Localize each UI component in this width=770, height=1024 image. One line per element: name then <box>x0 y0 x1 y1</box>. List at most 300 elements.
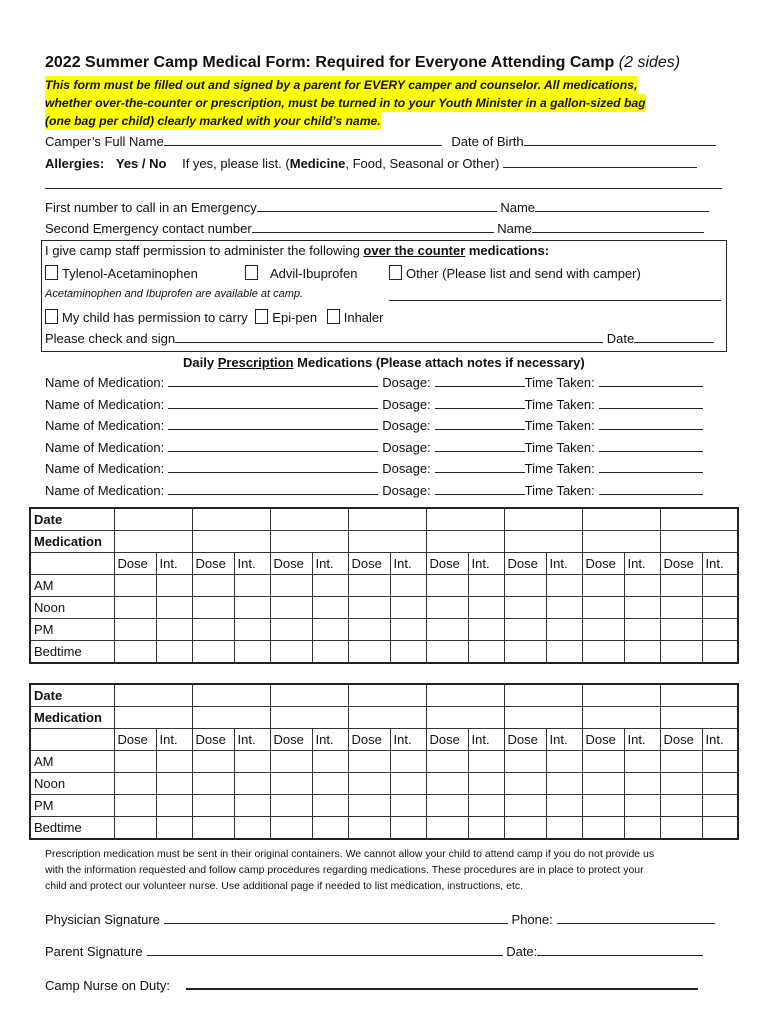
grid-medication-cell[interactable] <box>582 707 660 729</box>
otc-intro-bold: over the counter <box>363 243 466 258</box>
medication-name-field[interactable] <box>168 439 378 452</box>
time-taken-label: Time Taken: <box>524 483 595 498</box>
daily-heading <box>183 355 585 370</box>
otc-advil[interactable] <box>245 265 357 281</box>
grid-int-header: Int. <box>702 729 738 751</box>
grid-entry-cell[interactable] <box>348 575 390 597</box>
medication-row <box>45 374 703 390</box>
grid-entry-cell[interactable] <box>504 795 546 817</box>
grid-entry-cell[interactable] <box>504 619 546 641</box>
grid-entry-cell[interactable] <box>156 641 192 664</box>
grid-entry-cell[interactable] <box>270 751 312 773</box>
grid-medication-cell[interactable] <box>192 531 270 553</box>
grid-entry-cell[interactable] <box>348 817 390 840</box>
grid-medication-cell[interactable] <box>114 531 192 553</box>
grid-entry-cell[interactable] <box>192 641 234 664</box>
parent-signature-field[interactable] <box>147 943 503 956</box>
grid-date-cell[interactable] <box>504 684 582 707</box>
grid-dose-header: Dose <box>348 729 390 751</box>
grid-entry-cell[interactable] <box>312 795 348 817</box>
physician-row <box>45 911 715 927</box>
medication-grid-2 <box>29 683 739 840</box>
grid-entry-cell[interactable] <box>624 773 660 795</box>
grid-entry-cell[interactable] <box>192 773 234 795</box>
grid-date-cell[interactable] <box>270 508 348 531</box>
grid-entry-cell[interactable] <box>192 619 234 641</box>
grid-time-label: Noon <box>30 773 114 795</box>
other-label: Other (Please list and send with camper) <box>406 266 641 281</box>
carry-label: My child has permission to carry <box>62 310 248 325</box>
grid-entry-cell[interactable] <box>426 795 468 817</box>
grid-dose-header: Dose <box>660 553 702 575</box>
intro-line-2: whether over-the-counter or prescription, must be turned in to your Youth Minister in a gallon-sized bag <box>45 96 646 110</box>
grid-entry-cell[interactable] <box>270 773 312 795</box>
grid-medication-cell[interactable] <box>504 531 582 553</box>
first-call-label: First number to call in an Emergency <box>45 200 257 215</box>
allergies-medicine: Medicine <box>289 156 346 171</box>
grid-entry-cell[interactable] <box>582 773 624 795</box>
grid-entry-cell[interactable] <box>468 641 504 664</box>
grid-entry-cell[interactable] <box>114 619 156 641</box>
grid-date-cell[interactable] <box>582 508 660 531</box>
grid-entry-cell[interactable] <box>660 597 702 619</box>
grid-entry-cell[interactable] <box>156 751 192 773</box>
dob-field[interactable] <box>524 133 716 146</box>
grid-entry-cell[interactable] <box>546 575 582 597</box>
grid-medication-cell[interactable] <box>426 707 504 729</box>
grid-date-cell[interactable] <box>348 684 426 707</box>
footer-note-1: Prescription medication must be sent in their original containers. We cannot allow your child to attend camp if you do not provide us <box>45 848 655 860</box>
grid-entry-cell[interactable] <box>390 795 426 817</box>
grid-entry-cell[interactable] <box>660 619 702 641</box>
grid-entry-cell[interactable] <box>546 751 582 773</box>
grid-entry-cell[interactable] <box>348 795 390 817</box>
grid-entry-cell[interactable] <box>312 575 348 597</box>
grid-entry-cell[interactable] <box>582 795 624 817</box>
grid-entry-cell[interactable] <box>504 575 546 597</box>
nurse-field[interactable] <box>186 976 698 990</box>
first-call-field[interactable] <box>257 199 497 212</box>
grid-dose-header: Dose <box>348 553 390 575</box>
grid-entry-cell[interactable] <box>390 773 426 795</box>
allergies-yes-no[interactable]: Yes / No <box>115 156 167 171</box>
medication-name-label: Name of Medication: <box>45 418 165 434</box>
grid-entry-cell[interactable] <box>546 795 582 817</box>
grid-entry-cell[interactable] <box>312 751 348 773</box>
grid-entry-cell[interactable] <box>348 619 390 641</box>
grid-entry-cell[interactable] <box>348 641 390 664</box>
grid-entry-cell[interactable] <box>270 641 312 664</box>
grid-int-header: Int. <box>468 553 504 575</box>
grid-entry-cell[interactable] <box>702 751 738 773</box>
grid-entry-cell[interactable] <box>114 597 156 619</box>
grid-entry-cell[interactable] <box>426 751 468 773</box>
grid-entry-cell[interactable] <box>426 597 468 619</box>
grid-entry-cell[interactable] <box>468 575 504 597</box>
otc-available-note: Acetaminophen and Ibuprofen are available at camp. <box>45 288 304 300</box>
grid-entry-cell[interactable] <box>468 619 504 641</box>
grid-date-cell[interactable] <box>114 508 192 531</box>
grid-date-cell[interactable] <box>192 684 270 707</box>
grid-entry-cell[interactable] <box>468 597 504 619</box>
grid-time-label: AM <box>30 575 114 597</box>
grid-entry-cell[interactable] <box>426 773 468 795</box>
grid-time-label: PM <box>30 795 114 817</box>
time-taken-label: Time Taken: <box>524 439 595 455</box>
tylenol-label: Tylenol-Acetaminophen <box>62 266 198 281</box>
footer-note-3: child and protect our volunteer nurse. Use additional page if needed to list medication, instructions, etc. <box>45 880 524 892</box>
grid-entry-cell[interactable] <box>426 817 468 840</box>
grid-entry-cell[interactable] <box>702 641 738 664</box>
grid-time-label: Noon <box>30 597 114 619</box>
physician-signature-field[interactable] <box>164 911 508 924</box>
time-taken-field[interactable] <box>599 374 703 387</box>
footer-note-2: with the information requested and follow camp procedures regarding medications. These procedures are in place to protect your <box>45 864 644 876</box>
grid-entry-cell[interactable] <box>546 817 582 840</box>
allergies-label: Allergies: <box>45 156 105 171</box>
grid-time-label: Bedtime <box>30 817 114 840</box>
grid-int-header: Int. <box>702 553 738 575</box>
time-taken-label: Time Taken: <box>524 418 595 434</box>
grid-entry-cell[interactable] <box>270 817 312 840</box>
grid-dose-header: Dose <box>270 553 312 575</box>
grid-date-label: Date <box>30 508 114 531</box>
grid-entry-cell[interactable] <box>312 619 348 641</box>
grid-entry-cell[interactable] <box>156 597 192 619</box>
grid-entry-cell[interactable] <box>234 773 270 795</box>
grid-entry-cell[interactable] <box>390 641 426 664</box>
grid-medication-cell[interactable] <box>660 531 738 553</box>
grid-entry-cell[interactable] <box>660 575 702 597</box>
grid-entry-cell[interactable] <box>624 597 660 619</box>
grid-entry-cell[interactable] <box>348 751 390 773</box>
medication-row <box>45 482 703 498</box>
medication-name-label: Name of Medication: <box>45 375 165 390</box>
grid-int-header: Int. <box>312 729 348 751</box>
grid-date-cell[interactable] <box>426 684 504 707</box>
grid-date-cell[interactable] <box>348 508 426 531</box>
grid-date-cell[interactable] <box>270 684 348 707</box>
medication-row <box>45 396 703 412</box>
grid-entry-cell[interactable] <box>234 597 270 619</box>
dosage-label: Dosage: <box>382 483 431 498</box>
grid-entry-cell[interactable] <box>114 795 156 817</box>
grid-entry-cell[interactable] <box>234 641 270 664</box>
time-taken-label: Time Taken: <box>524 375 595 390</box>
dob-label: Date of Birth <box>451 134 524 149</box>
dosage-field[interactable] <box>435 439 525 452</box>
carry-checkbox[interactable] <box>45 309 58 324</box>
advil-checkbox[interactable] <box>245 265 258 280</box>
time-taken-label: Time Taken: <box>524 461 595 477</box>
inhaler-label: Inhaler <box>343 310 384 325</box>
medication-name-label: Name of Medication: <box>45 439 165 455</box>
grid-medication-cell[interactable] <box>114 707 192 729</box>
dosage-field[interactable] <box>435 417 525 430</box>
grid-entry-cell[interactable] <box>156 795 192 817</box>
dosage-field[interactable] <box>435 460 525 473</box>
time-taken-field[interactable] <box>599 417 703 430</box>
second-call-label: Second Emergency contact number <box>45 221 252 236</box>
allergies-row <box>45 155 697 171</box>
nurse-row <box>45 976 698 993</box>
grid-int-header: Int. <box>546 553 582 575</box>
grid-entry-cell[interactable] <box>504 773 546 795</box>
otc-intro-post: medications: <box>465 243 550 258</box>
grid-int-header: Int. <box>468 729 504 751</box>
dosage-field[interactable] <box>435 396 525 409</box>
grid-entry-cell[interactable] <box>312 597 348 619</box>
parent-date-field[interactable] <box>537 943 703 956</box>
grid-entry-cell[interactable] <box>582 575 624 597</box>
dosage-field[interactable] <box>435 374 525 387</box>
otc-other[interactable] <box>389 265 641 281</box>
grid-medication-cell[interactable] <box>192 707 270 729</box>
grid-entry-cell[interactable] <box>234 817 270 840</box>
grid-entry-cell[interactable] <box>660 773 702 795</box>
form-title <box>45 54 680 72</box>
medication-name-field[interactable] <box>168 417 378 430</box>
grid-entry-cell[interactable] <box>702 795 738 817</box>
grid-entry-cell[interactable] <box>390 751 426 773</box>
grid-medication-cell[interactable] <box>348 531 426 553</box>
grid-entry-cell[interactable] <box>702 817 738 840</box>
grid-entry-cell[interactable] <box>660 641 702 664</box>
grid-entry-cell[interactable] <box>114 641 156 664</box>
grid-entry-cell[interactable] <box>312 773 348 795</box>
grid-dose-header: Dose <box>426 553 468 575</box>
grid-entry-cell[interactable] <box>234 751 270 773</box>
grid-entry-cell[interactable] <box>348 597 390 619</box>
grid-entry-cell[interactable] <box>234 619 270 641</box>
grid-entry-cell[interactable] <box>702 619 738 641</box>
grid-entry-cell[interactable] <box>390 597 426 619</box>
grid-dose-header: Dose <box>504 553 546 575</box>
grid-entry-cell[interactable] <box>156 817 192 840</box>
grid-entry-cell[interactable] <box>702 597 738 619</box>
parent-row <box>45 943 703 959</box>
grid-date-label: Date <box>30 684 114 707</box>
grid-entry-cell[interactable] <box>582 641 624 664</box>
dosage-field[interactable] <box>435 482 525 495</box>
grid-entry-cell[interactable] <box>114 773 156 795</box>
grid-entry-cell[interactable] <box>156 773 192 795</box>
dosage-label: Dosage: <box>382 418 431 434</box>
grid-entry-cell[interactable] <box>192 795 234 817</box>
grid-entry-cell[interactable] <box>624 817 660 840</box>
grid-entry-cell[interactable] <box>270 597 312 619</box>
grid-medication-cell[interactable] <box>660 707 738 729</box>
dosage-label: Dosage: <box>382 375 431 390</box>
grid-dose-header: Dose <box>426 729 468 751</box>
otc-date-field[interactable] <box>634 330 714 343</box>
grid-medication-cell[interactable] <box>270 531 348 553</box>
medication-name-field[interactable] <box>168 374 378 387</box>
grid-entry-cell[interactable] <box>390 619 426 641</box>
grid-entry-cell[interactable] <box>192 751 234 773</box>
grid-entry-cell[interactable] <box>312 817 348 840</box>
grid-entry-cell[interactable] <box>702 773 738 795</box>
grid-int-header: Int. <box>624 729 660 751</box>
daily-heading-u: Prescription <box>217 355 294 370</box>
time-taken-field[interactable] <box>599 482 703 495</box>
grid-entry-cell[interactable] <box>468 817 504 840</box>
medication-name-field[interactable] <box>168 460 378 473</box>
parent-date-label: Date: <box>506 944 538 959</box>
grid-entry-cell[interactable] <box>504 641 546 664</box>
grid-entry-cell[interactable] <box>390 575 426 597</box>
first-name-field[interactable] <box>535 199 709 212</box>
grid-blank-cell <box>30 729 114 751</box>
grid-medication-cell[interactable] <box>270 707 348 729</box>
grid-medication-cell[interactable] <box>426 531 504 553</box>
second-call-field[interactable] <box>252 220 494 233</box>
grid-date-cell[interactable] <box>192 508 270 531</box>
grid-entry-cell[interactable] <box>270 795 312 817</box>
first-name-label: Name <box>500 200 536 215</box>
grid-entry-cell[interactable] <box>426 619 468 641</box>
grid-date-cell[interactable] <box>504 508 582 531</box>
medication-grid-1 <box>29 507 739 664</box>
grid-entry-cell[interactable] <box>624 575 660 597</box>
medication-name-field[interactable] <box>168 482 378 495</box>
grid-entry-cell[interactable] <box>702 575 738 597</box>
grid-entry-cell[interactable] <box>270 619 312 641</box>
medication-name-label: Name of Medication: <box>45 396 165 412</box>
tylenol-checkbox[interactable] <box>45 265 58 280</box>
phone-label: Phone: <box>511 912 553 927</box>
daily-heading-pre: Daily <box>183 355 218 370</box>
grid-entry-cell[interactable] <box>468 751 504 773</box>
grid-entry-cell[interactable] <box>156 575 192 597</box>
intro-line-3: (one bag per child) clearly marked with your child’s name. <box>45 114 381 128</box>
grid-medication-label: Medication <box>30 531 114 553</box>
grid-entry-cell[interactable] <box>114 817 156 840</box>
full-name-label: Camper’s Full Name <box>45 134 164 149</box>
grid-entry-cell[interactable] <box>270 575 312 597</box>
grid-entry-cell[interactable] <box>234 575 270 597</box>
grid-dose-header: Dose <box>504 729 546 751</box>
grid-entry-cell[interactable] <box>504 751 546 773</box>
allergies-field[interactable] <box>503 155 697 168</box>
grid-int-header: Int. <box>390 553 426 575</box>
time-taken-field[interactable] <box>599 460 703 473</box>
grid-int-header: Int. <box>156 729 192 751</box>
grid-entry-cell[interactable] <box>546 641 582 664</box>
medication-name-field[interactable] <box>168 396 378 409</box>
grid-entry-cell[interactable] <box>546 597 582 619</box>
title-note: (2 sides) <box>618 54 681 71</box>
grid-date-cell[interactable] <box>582 684 660 707</box>
title-text: 2022 Summer Camp Medical Form: Required for Everyone Attending Camp <box>45 54 615 71</box>
grid-entry-cell[interactable] <box>114 575 156 597</box>
otc-intro-pre: I give camp staff permission to administer the following <box>45 243 364 258</box>
grid-dose-header: Dose <box>270 729 312 751</box>
grid-entry-cell[interactable] <box>546 619 582 641</box>
grid-medication-cell[interactable] <box>348 707 426 729</box>
epipen-checkbox[interactable] <box>255 309 268 324</box>
grid-entry-cell[interactable] <box>504 817 546 840</box>
dosage-label: Dosage: <box>382 396 431 412</box>
grid-entry-cell[interactable] <box>426 575 468 597</box>
check-sign-row <box>45 330 714 346</box>
otc-date-label: Date <box>606 331 635 346</box>
grid-entry-cell[interactable] <box>624 751 660 773</box>
second-call-row <box>45 220 704 236</box>
grid-entry-cell[interactable] <box>192 817 234 840</box>
otc-signature-field[interactable] <box>175 330 603 343</box>
grid-date-cell[interactable] <box>114 684 192 707</box>
grid-date-cell[interactable] <box>426 508 504 531</box>
second-name-field[interactable] <box>532 220 704 233</box>
second-name-label: Name <box>497 221 532 236</box>
grid-entry-cell[interactable] <box>192 575 234 597</box>
epipen-label: Epi-pen <box>272 310 318 325</box>
full-name-field[interactable] <box>164 133 442 146</box>
grid-entry-cell[interactable] <box>234 795 270 817</box>
grid-int-header: Int. <box>234 729 270 751</box>
other-checkbox[interactable] <box>389 265 402 280</box>
time-taken-field[interactable] <box>599 439 703 452</box>
grid-entry-cell[interactable] <box>114 751 156 773</box>
grid-dose-header: Dose <box>192 553 234 575</box>
allergies-field-2[interactable] <box>45 188 722 189</box>
grid-entry-cell[interactable] <box>348 773 390 795</box>
grid-date-cell[interactable] <box>660 508 738 531</box>
grid-medication-cell[interactable] <box>504 707 582 729</box>
time-taken-field[interactable] <box>599 396 703 409</box>
grid-entry-cell[interactable] <box>192 597 234 619</box>
grid-entry-cell[interactable] <box>660 751 702 773</box>
grid-entry-cell[interactable] <box>312 641 348 664</box>
inhaler-checkbox[interactable] <box>327 309 340 324</box>
otc-tylenol[interactable] <box>45 265 198 281</box>
phone-field[interactable] <box>557 911 715 924</box>
nurse-label: Camp Nurse on Duty: <box>45 978 170 993</box>
grid-entry-cell[interactable] <box>156 619 192 641</box>
grid-time-label: Bedtime <box>30 641 114 664</box>
grid-medication-label: Medication <box>30 707 114 729</box>
grid-entry-cell[interactable] <box>468 773 504 795</box>
grid-entry-cell[interactable] <box>504 597 546 619</box>
grid-dose-header: Dose <box>114 553 156 575</box>
grid-entry-cell[interactable] <box>582 817 624 840</box>
grid-dose-header: Dose <box>582 553 624 575</box>
grid-entry-cell[interactable] <box>660 795 702 817</box>
parent-label: Parent Signature <box>45 944 143 959</box>
grid-entry-cell[interactable] <box>546 773 582 795</box>
grid-blank-cell <box>30 553 114 575</box>
grid-entry-cell[interactable] <box>390 817 426 840</box>
other-field[interactable] <box>389 300 721 301</box>
grid-medication-cell[interactable] <box>582 531 660 553</box>
daily-heading-post: Medications (Please attach notes if necessary) <box>293 355 585 370</box>
grid-entry-cell[interactable] <box>468 795 504 817</box>
grid-entry-cell[interactable] <box>624 795 660 817</box>
medication-row <box>45 439 703 455</box>
allergies-list-pre: If yes, please list. ( <box>182 156 290 171</box>
grid-entry-cell[interactable] <box>624 641 660 664</box>
grid-date-cell[interactable] <box>660 684 738 707</box>
grid-entry-cell[interactable] <box>426 641 468 664</box>
grid-entry-cell[interactable] <box>582 751 624 773</box>
grid-int-header: Int. <box>156 553 192 575</box>
grid-entry-cell[interactable] <box>624 619 660 641</box>
advil-label: Advil-Ibuprofen <box>270 266 358 281</box>
grid-entry-cell[interactable] <box>582 619 624 641</box>
grid-entry-cell[interactable] <box>582 597 624 619</box>
grid-entry-cell[interactable] <box>660 817 702 840</box>
